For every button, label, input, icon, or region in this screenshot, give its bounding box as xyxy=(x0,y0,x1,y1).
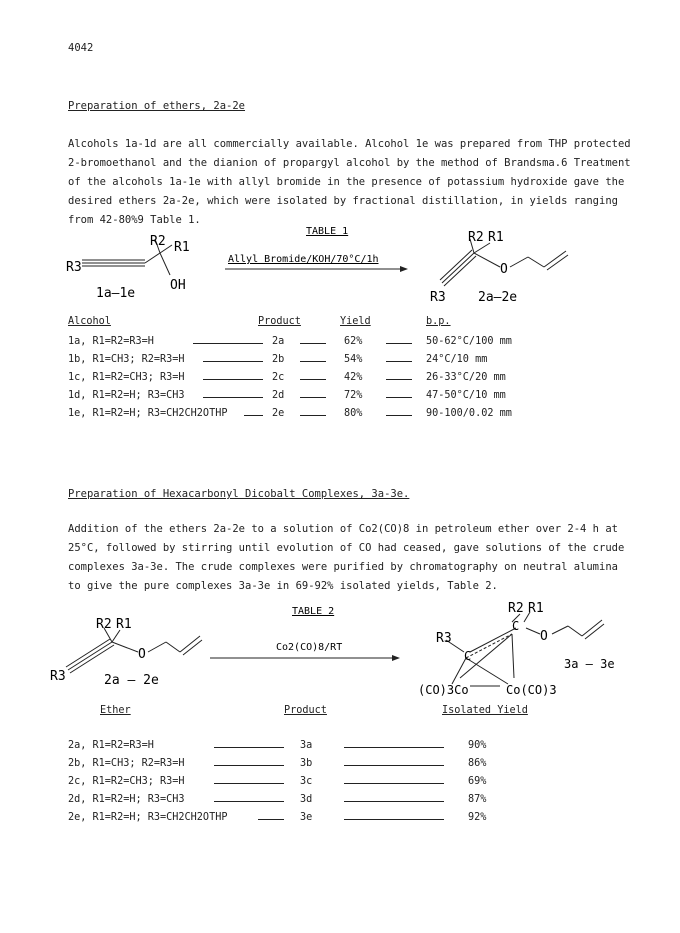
label-r1: R1 xyxy=(528,601,544,616)
row-dash xyxy=(344,819,444,820)
row-yield: 90% xyxy=(468,740,487,751)
row-product: 2c xyxy=(272,372,285,383)
row-arrow xyxy=(258,819,284,820)
row-dash xyxy=(344,783,444,784)
row-yield: 92% xyxy=(468,812,487,823)
row-dash xyxy=(386,397,412,398)
row-yield: 72% xyxy=(344,390,363,401)
row-bp: 24°C/10 mm xyxy=(426,354,488,365)
row-dash xyxy=(344,765,444,766)
label-r3: R3 xyxy=(430,290,446,305)
table2-reagent: Co2(CO)8/RT xyxy=(276,642,343,653)
row-alcohol: 1e, R1=R2=H; R3=CH2CH2OTHP xyxy=(68,408,228,419)
label-oh: OH xyxy=(170,278,186,293)
row-dash xyxy=(300,415,326,416)
row-yield: 87% xyxy=(468,794,487,805)
row-ether: 2e, R1=R2=H; R3=CH2CH2OTHP xyxy=(68,812,228,823)
row-yield: 69% xyxy=(468,776,487,787)
row-arrow xyxy=(214,747,284,748)
row-product: 2d xyxy=(272,390,285,401)
row-product: 2b xyxy=(272,354,285,365)
header-product: Product xyxy=(258,316,301,327)
row-yield: 80% xyxy=(344,408,363,419)
compound-1a-1e: 1a–1e xyxy=(96,286,136,301)
label-r1: R1 xyxy=(174,240,190,255)
header-ether: Ether xyxy=(100,705,131,716)
label-r2: R2 xyxy=(468,230,484,245)
row-yield: 62% xyxy=(344,336,363,347)
row-product: 3e xyxy=(300,812,313,823)
label-c: C xyxy=(512,619,520,633)
row-ether: 2b, R1=CH3; R2=R3=H xyxy=(68,758,185,769)
row-product: 3b xyxy=(300,758,313,769)
compound-2a-2e: 2a – 2e xyxy=(104,673,159,688)
row-bp: 90-100/0.02 mm xyxy=(426,408,512,419)
label-r3: R3 xyxy=(66,260,82,275)
row-bp: 26-33°C/20 mm xyxy=(426,372,506,383)
label-r3: R3 xyxy=(436,631,452,646)
arrow-head-icon xyxy=(400,266,408,272)
row-dash xyxy=(386,343,412,344)
paragraph-line: Alcohols 1a-1d are all commercially available. Alcohol 1e was prepared from THP protected xyxy=(68,138,631,150)
paragraph-line: 25°C, followed by stirring until evolution of CO had ceased, gave solutions of the crude xyxy=(68,542,625,554)
row-product: 2a xyxy=(272,336,285,347)
header-bp: b.p. xyxy=(426,316,451,327)
row-dash xyxy=(386,361,412,362)
paragraph-line: from 42-80%9 Table 1. xyxy=(68,214,201,226)
paragraph-line: complexes 3a-3e. The crude complexes were purified by chromatography on neutral alumina xyxy=(68,561,618,573)
row-arrow xyxy=(203,397,263,398)
ether-structure xyxy=(66,628,202,673)
label-r2: R2 xyxy=(96,617,112,632)
table1-title: TABLE 1 xyxy=(306,226,349,237)
row-arrow xyxy=(193,343,263,344)
arrow-head-icon xyxy=(392,655,400,661)
compound-3a-3e: 3a – 3e xyxy=(564,657,615,671)
paragraph-line: Addition of the ethers 2a-2e to a solution of Co2(CO)8 in petroleum ether over 2-4 h at xyxy=(68,523,618,535)
row-ether: 2c, R1=R2=CH3; R3=H xyxy=(68,776,185,787)
section-heading-complexes: Preparation of Hexacarbonyl Dicobalt Complexes, 3a-3e. xyxy=(68,488,410,500)
label-c: C xyxy=(464,649,472,663)
row-product: 3c xyxy=(300,776,313,787)
row-dash xyxy=(344,747,444,748)
row-dash xyxy=(300,397,326,398)
table2-title: TABLE 2 xyxy=(292,606,335,617)
paragraph-complexes xyxy=(68,520,628,596)
table1-reagent: Allyl Bromide/KOH/70°C/1h xyxy=(228,254,379,265)
label-co-left: (CO)3Co xyxy=(418,683,469,697)
table2-scheme xyxy=(0,598,680,698)
row-bp: 50-62°C/100 mm xyxy=(426,336,512,347)
header-alcohol: Alcohol xyxy=(68,316,111,327)
row-dash xyxy=(300,379,326,380)
row-product: 3a xyxy=(300,740,313,751)
label-o: O xyxy=(138,647,146,662)
paragraph-line: 2-bromoethanol and the dianion of propargyl alcohol by the method of Brandsma.6 Treatment xyxy=(68,157,631,169)
paragraph-line: desired ethers 2a-2e, which were isolated by fractional distillation, in yields ranging xyxy=(68,195,618,207)
compound-2a-2e: 2a–2e xyxy=(478,290,518,305)
label-r2: R2 xyxy=(508,601,524,616)
row-arrow xyxy=(203,361,263,362)
row-arrow xyxy=(214,801,284,802)
row-yield: 54% xyxy=(344,354,363,365)
label-r1: R1 xyxy=(488,230,504,245)
row-yield: 86% xyxy=(468,758,487,769)
label-r2: R2 xyxy=(150,234,166,249)
header-product: Product xyxy=(284,705,327,716)
row-ether: 2a, R1=R2=R3=H xyxy=(68,740,154,751)
row-dash xyxy=(300,343,326,344)
row-alcohol: 1d, R1=R2=H; R3=CH3 xyxy=(68,390,185,401)
paragraph-line: of the alcohols 1a-1e with allyl bromide in the presence of potassium hydroxide gave the xyxy=(68,176,625,188)
table1-scheme xyxy=(0,215,680,315)
row-alcohol: 1c, R1=R2=CH3; R3=H xyxy=(68,372,185,383)
page-number: 4042 xyxy=(68,42,94,54)
row-alcohol: 1b, R1=CH3; R2=R3=H xyxy=(68,354,185,365)
row-dash xyxy=(300,361,326,362)
label-r3: R3 xyxy=(50,669,66,684)
paragraph-line: to give the pure complexes 3a-3e in 69-92% isolated yields, Table 2. xyxy=(68,580,498,592)
row-product: 3d xyxy=(300,794,313,805)
label-o: O xyxy=(500,262,508,277)
row-arrow xyxy=(203,379,263,380)
section-heading-ethers: Preparation of ethers, 2a-2e xyxy=(68,100,246,112)
row-ether: 2d, R1=R2=H; R3=CH3 xyxy=(68,794,185,805)
row-arrow xyxy=(214,765,284,766)
row-product: 2e xyxy=(272,408,285,419)
row-yield: 42% xyxy=(344,372,363,383)
label-o: O xyxy=(540,629,548,644)
row-arrow xyxy=(244,415,263,416)
row-alcohol: 1a, R1=R2=R3=H xyxy=(68,336,154,347)
row-bp: 47-50°C/10 mm xyxy=(426,390,506,401)
row-arrow xyxy=(214,783,284,784)
row-dash xyxy=(386,415,412,416)
label-r1: R1 xyxy=(116,617,132,632)
row-dash xyxy=(386,379,412,380)
header-isolated-yield: Isolated Yield xyxy=(442,705,528,716)
header-yield: Yield xyxy=(340,316,371,327)
label-co-right: Co(CO)3 xyxy=(506,683,557,697)
row-dash xyxy=(344,801,444,802)
